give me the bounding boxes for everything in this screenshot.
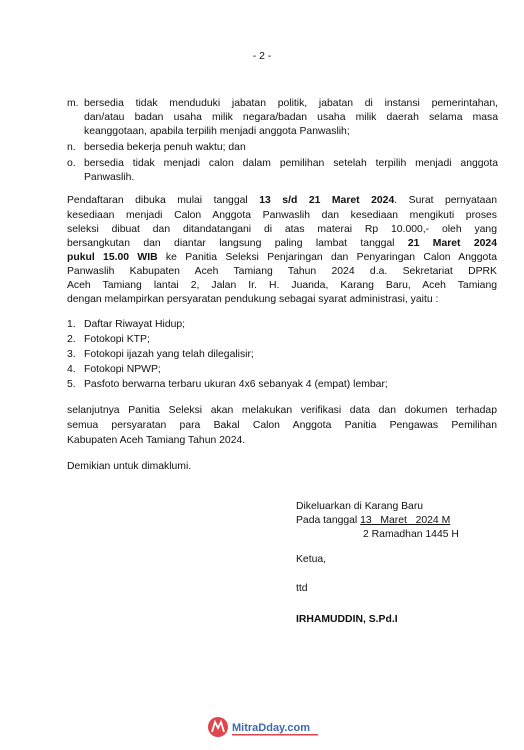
registration-line-8: dengan melampirkan persyaratan pendukung sebagai syarat administrasi, yaitu :	[67, 294, 439, 305]
signatory-role: Ketua,	[296, 554, 327, 565]
watermark-logo	[206, 713, 324, 741]
document-item-text: Fotokopi ijazah yang telah dilegalisir;	[84, 349, 254, 360]
issued-place: Dikeluarkan di Karang Baru	[296, 501, 424, 512]
registration-line-1: Pendaftaran dibuka mulai tanggal 13 s/d 21 Maret 2024. Surat pernyataan	[67, 195, 497, 206]
hijri-date: 2 Ramadhan 1445 H	[363, 529, 459, 540]
document-item-text: Daftar Riwayat Hidup;	[84, 319, 186, 330]
registration-line-2: kesediaan menjadi Calon Anggota Panwaslih dan kesediaan mengikuti proses	[67, 210, 497, 221]
registration-line-5: pukul 15.00 WIB ke Panitia Seleksi Penjaringan dan Penyaringan Calon Anggota	[67, 252, 497, 263]
requirement-o-line-2: Panwaslih.	[84, 172, 135, 183]
watermark-text: MitraDday.com	[232, 722, 311, 734]
requirement-m-line-1: bersedia tidak menduduki jabatan politik, jabatan di instansi pemerintahan,	[84, 98, 498, 109]
registration-line-3: seleksi dibuat dan ditandatangani di atas materai Rp 10.000,- oleh yang	[67, 224, 497, 235]
document-item-number: 5.	[67, 379, 76, 390]
registration-line-4: bersangkutan dan diantar langsung paling lambat tanggal 21 Maret 2024	[67, 238, 497, 249]
document-item-number: 1.	[67, 319, 76, 330]
registration-line-7: Aceh Tamiang lantai 2, Jalan Ir. H. Juanda, Karang Baru, Aceh Tamiang	[67, 280, 497, 291]
requirement-m-line-2: dan/atau badan usaha milik negara/badan usaha milik daerah selama masa	[84, 112, 498, 123]
requirement-marker-m: m.	[67, 98, 79, 109]
requirement-o-line-1: bersedia tidak menjadi calon dalam pemilihan setelah terpilih menjadi anggota	[84, 158, 498, 169]
verification-line-1: selanjutnya Panitia Seleksi akan melakukan verifikasi data dan dokumen terhadap	[67, 405, 497, 416]
document-item-number: 2.	[67, 334, 76, 345]
issued-date: Pada tanggal 13 Maret 2024 M	[296, 515, 451, 526]
requirement-marker-n: n.	[67, 142, 76, 153]
verification-line-3: Kabupaten Aceh Tamiang Tahun 2024.	[67, 435, 246, 446]
document-item-number: 4.	[67, 364, 76, 375]
signatory-name: IRHAMUDDIN, S.Pd.I	[296, 614, 398, 625]
requirement-m-line-3: keanggotaan, apabila terpilih menjadi anggota Panwaslih;	[84, 126, 350, 137]
verification-line-2: semua persyaratan para Bakal Calon Anggota Panitia Pengawas Pemilihan	[67, 420, 497, 431]
document-item-text: Pasfoto berwarna terbaru ukuran 4x6 sebanyak 4 (empat) lembar;	[84, 379, 388, 390]
document-item-number: 3.	[67, 349, 76, 360]
requirement-n-line-1: bersedia bekerja penuh waktu; dan	[84, 142, 246, 153]
document-item-text: Fotokopi KTP;	[84, 334, 150, 345]
document-item-text: Fotokopi NPWP;	[84, 364, 161, 375]
registration-line-6: Panwaslih Kabupaten Aceh Tamiang Tahun 2024 d.a. Sekretariat DPRK	[67, 266, 497, 277]
requirement-marker-o: o.	[67, 158, 76, 169]
signature-ttd: ttd	[296, 583, 308, 594]
closing-statement: Demikian untuk dimaklumi.	[67, 461, 192, 472]
page-number: - 2 -	[252, 51, 272, 62]
